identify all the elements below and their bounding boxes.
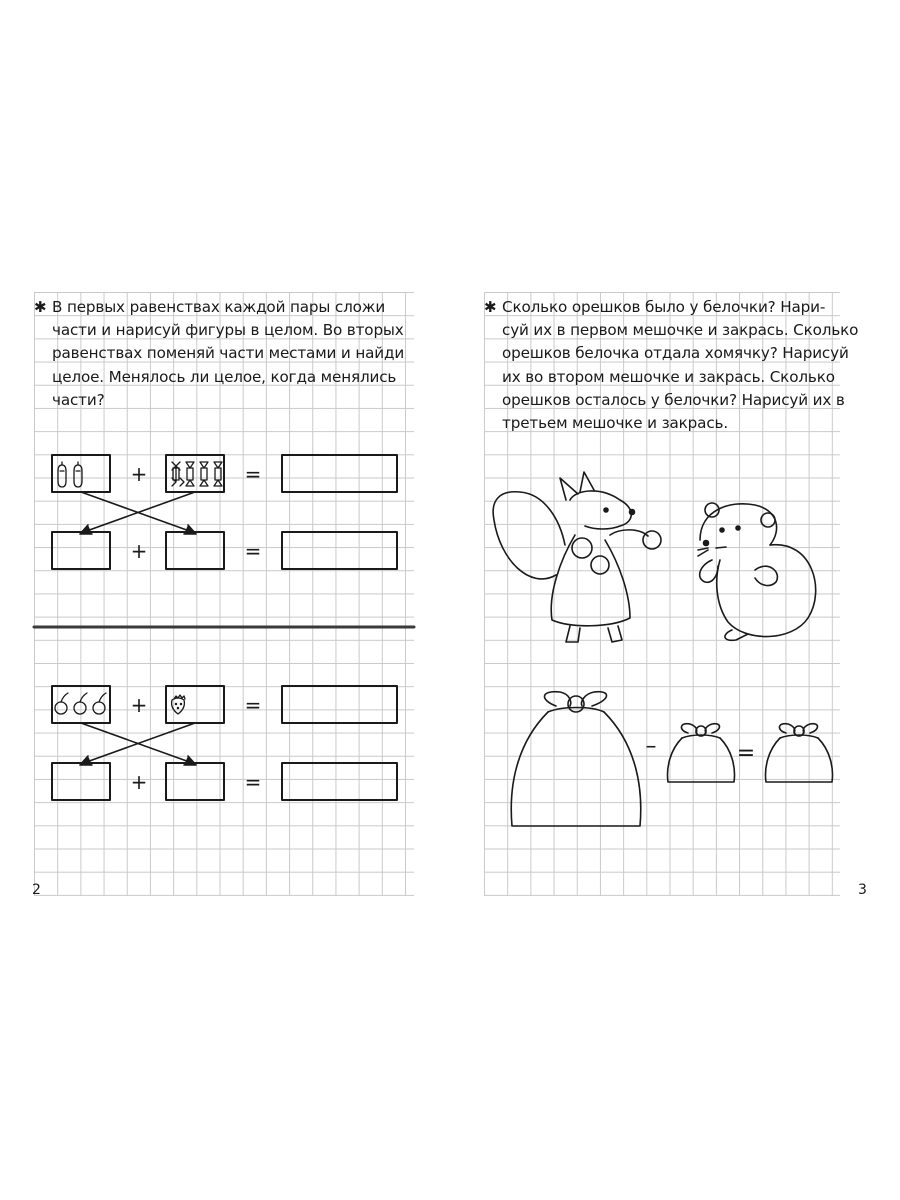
plus-sign: +	[130, 539, 148, 563]
plus-sign: +	[130, 693, 148, 717]
task-line: Сколько орешков было у белочки? Нари-	[502, 298, 826, 316]
equation-pair-2	[52, 686, 397, 800]
page-number-left: 2	[32, 882, 41, 898]
task-line: части и нарисуй фигуры в целом. Во вторых	[52, 321, 404, 340]
page-number-right: 3	[858, 882, 867, 898]
equals-sign: =	[244, 770, 262, 794]
minus-sign: –	[645, 734, 657, 759]
plus-sign: +	[130, 770, 148, 794]
whole-box[interactable]	[282, 686, 397, 723]
task-line: орешков белочка отдала хомячку? Нарисуй	[502, 344, 849, 363]
task-line: их во втором мешочке и закрась. Сколько	[502, 367, 835, 386]
squirrel-illustration	[493, 472, 661, 642]
plus-sign: +	[130, 462, 148, 486]
small-bag-icon	[766, 724, 833, 782]
part-box-empty[interactable]	[52, 763, 110, 800]
small-bag-icon	[668, 724, 735, 782]
strawberry-icon	[172, 695, 185, 714]
part-box-cherries[interactable]	[52, 686, 110, 723]
equals-sign: =	[736, 741, 756, 766]
task-line: орешков осталось у белочки? Нарисуй их в	[502, 390, 845, 409]
task-line: равенствах поменяй части местами и найди	[52, 344, 405, 363]
whole-box[interactable]	[282, 532, 397, 569]
whole-box[interactable]	[282, 763, 397, 800]
task-line: суй их в первом мешочке и закрась. Сколько	[502, 321, 859, 340]
asterisk-icon: ✱	[34, 298, 47, 316]
task-line: части?	[52, 390, 105, 409]
part-box-strawberry[interactable]	[166, 686, 224, 723]
task-line: целое. Менялось ли целое, когда менялись	[52, 367, 397, 386]
candy-icon	[172, 462, 222, 486]
cherry-icon	[55, 693, 106, 714]
part-box-empty[interactable]	[52, 532, 110, 569]
task-line: В первых равенствах каждой пары сложи	[52, 298, 386, 316]
task-line: третьем мешочке и закрась.	[502, 414, 728, 433]
hamster-illustration	[698, 503, 816, 640]
part-box-empty[interactable]	[166, 532, 224, 569]
cucumber-icon	[58, 462, 82, 487]
whole-box[interactable]	[282, 455, 397, 492]
equals-sign: =	[244, 539, 262, 563]
part-box-empty[interactable]	[166, 763, 224, 800]
asterisk-icon: ✱	[484, 298, 497, 316]
equation-pair-1	[52, 455, 397, 569]
big-bag-icon	[511, 692, 641, 826]
equals-sign: =	[244, 462, 262, 486]
equals-sign: =	[244, 693, 262, 717]
